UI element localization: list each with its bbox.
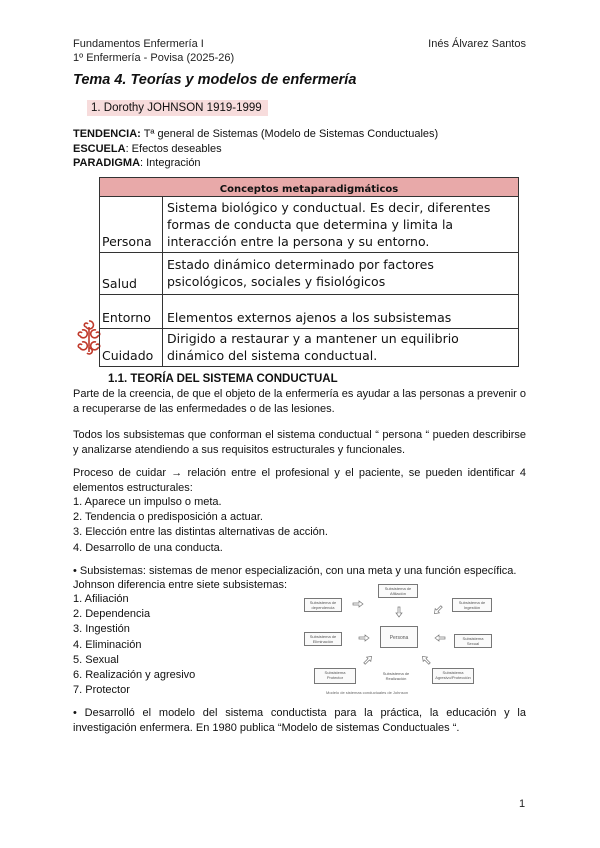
list-item: 1. Afiliación <box>73 593 129 605</box>
list-item: 4. Desarrollo de una conducta. <box>73 541 223 554</box>
diagram-box: Subsistema Agresivo/Protección <box>432 668 474 684</box>
author-name: Inés Álvarez Santos <box>428 38 526 50</box>
term-salud: Salud <box>100 253 163 295</box>
term-entorno: Entorno <box>100 295 163 329</box>
arrow-icon <box>352 600 364 608</box>
escuela-line: ESCUELA: Efectos deseables <box>73 142 222 155</box>
list-item: 3. Elección entre las distintas alternativas de acción. <box>73 526 328 539</box>
arrow-icon <box>358 634 370 642</box>
list-item: 2. Tendencia o predisposición a actuar. <box>73 511 263 524</box>
page-title: Tema 4. Teorías y modelos de enfermería <box>73 72 357 88</box>
diagram-center-box: Persona <box>380 626 418 648</box>
paragraph-subsistemas-def: • Subsistemas: sistemas de menor especialización, con una meta y una función específica. <box>73 565 517 577</box>
diagram-caption: Modelo de sistemas conductuales de Johnson <box>326 690 409 695</box>
definition-cuidado: Dirigido a restaurar y a mantener un equilibrio dinámico del sistema conductual. <box>163 329 519 367</box>
course-subtitle: 1º Enfermería - Povisa (2025-26) <box>73 52 235 64</box>
paragraph-proceso: Proceso de cuidar → relación entre el profesional y el paciente, se pueden identificar 4 elementos estructurales: <box>73 467 526 494</box>
paragraph-creencia: Parte de la creencia, de que el objeto de la enfermería es ayudar a las personas a prevenir o a recuperarse de las enfermedades o de las lesiones. <box>73 388 526 415</box>
list-item: 6. Realización y agresivo <box>73 669 196 682</box>
meta-block <box>73 127 533 171</box>
list-item: 3. Ingestión <box>73 623 130 636</box>
course-name: Fundamentos Enfermería I <box>73 38 204 50</box>
list-item: 1. Aparece un impulso o meta. <box>73 496 222 508</box>
paradigma-line: PARADIGMA: Integración <box>73 157 201 169</box>
table-header-row <box>100 178 519 197</box>
diagram-box-hidden: Subsistema de Realización <box>382 671 410 681</box>
elements-list <box>73 495 328 556</box>
page-number: 1 <box>519 798 526 810</box>
definition-persona: Sistema biológico y conductual. Es decir, diferentes formas de conducta que determina y limita la interacción entre la persona y su entorno. <box>163 197 519 253</box>
diagram-box: Subsistema de Afiliación <box>378 584 418 598</box>
table-row <box>100 295 519 329</box>
list-item: 5. Sexual <box>73 653 119 666</box>
definition-salud: Estado dinámico determinado por factores psicológicos, sociales y fisiológicos <box>163 253 519 295</box>
arrow-icon <box>361 653 375 667</box>
diagram-box: Subsistema Protector <box>314 668 356 684</box>
paragraph-desarrollo: • Desarrolló el modelo del sistema conductista para la práctica, la educación y la investigación enfermera. En 1980 publica “Modelo de sistemas Conductuales “. <box>73 707 526 734</box>
definition-entorno: Elementos externos ajenos a los subsistemas <box>163 295 519 329</box>
arrow-icon <box>395 606 403 618</box>
table-row <box>100 253 519 295</box>
paragraph-subsistemas: Todos los subsistemas que conforman el sistema conductual “ persona “ pueden describirse y analizarse atendiendo a sus requisitos estructurales y funcionales. <box>73 429 526 456</box>
arrow-icon <box>431 603 445 617</box>
arrow-icon <box>419 653 433 667</box>
section-heading-johnson: 1. Dorothy JOHNSON 1919-1999 <box>87 100 268 116</box>
table-header: Conceptos metaparadigmáticos <box>100 178 519 197</box>
diagram-box: Subsistema Sexual <box>454 634 492 648</box>
term-persona: Persona <box>100 197 163 253</box>
list-item: 7. Protector <box>73 684 130 697</box>
table-row <box>100 197 519 253</box>
term-cuidado: Cuidado <box>100 329 163 367</box>
table-row <box>100 329 519 367</box>
tendencia-line: TENDENCIA: Tª general de Sistemas (Modelo de Sistemas Conductuales) <box>73 128 439 140</box>
diagram-box: Subsistema de dependencia <box>304 598 342 612</box>
arrow-icon <box>434 634 446 642</box>
list-item: 2. Dependencia <box>73 608 151 621</box>
section-heading-teoria: 1.1. TEORÍA DEL SISTEMA CONDUCTUAL <box>108 373 338 385</box>
list-item: 4. Eliminación <box>73 638 142 651</box>
concepts-table <box>99 177 519 367</box>
diagram-box: Subsistema de Eliminación <box>304 632 342 646</box>
paragraph-siete: Johnson diferencia entre siete subsistemas: <box>73 579 288 591</box>
subsystems-list <box>73 592 195 698</box>
subsystems-diagram <box>300 582 496 696</box>
diagram-box: Subsistema de Ingestión <box>452 598 492 612</box>
